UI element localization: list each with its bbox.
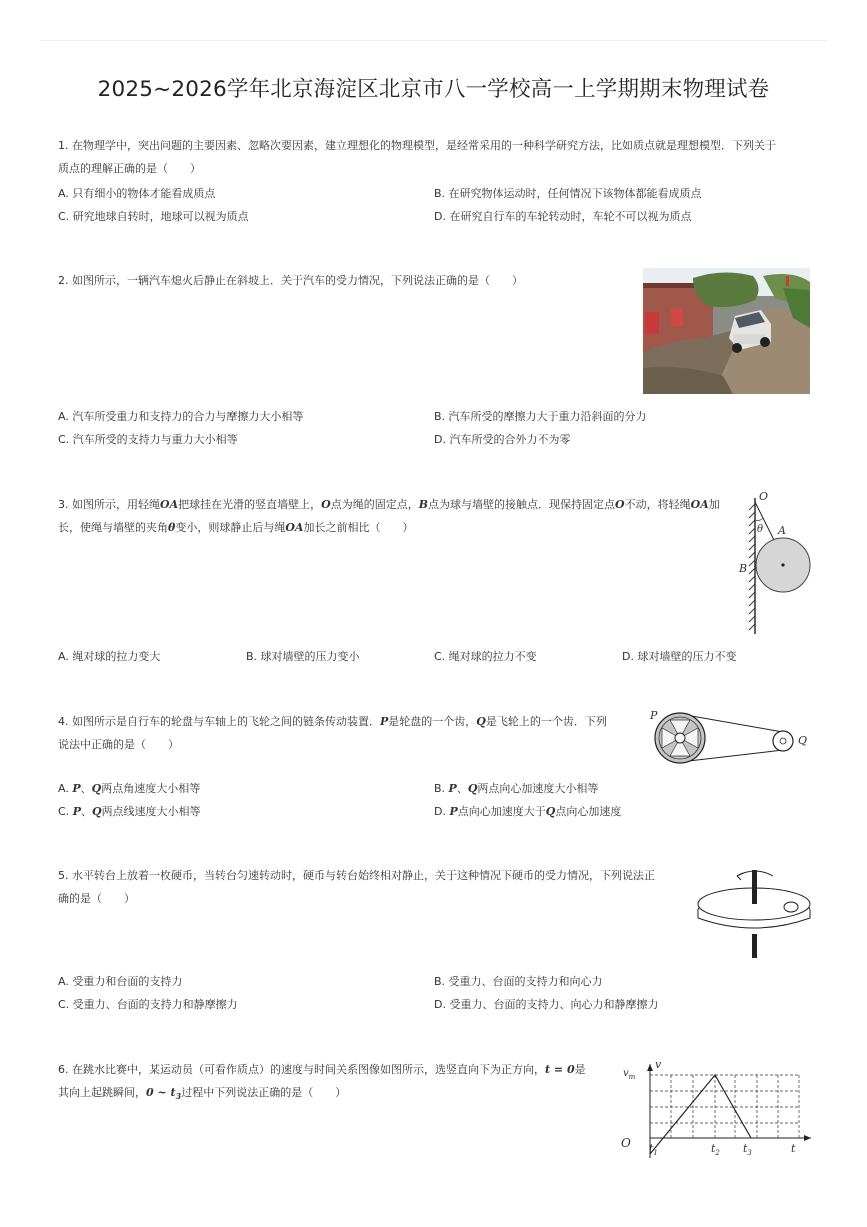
question-4-option-d[interactable]: D. P点向心加速度大于Q点向心加速度 xyxy=(434,805,622,818)
fig-label-p: P xyxy=(650,709,658,722)
fig-label-q: Q xyxy=(798,734,808,747)
question-5-option-c[interactable]: C. 受重力、台面的支持力和静摩擦力 xyxy=(58,998,238,1011)
math-b: B xyxy=(418,498,429,511)
page-title: 2025~2026学年北京海淀区北京市八一学校高一上学期期末物理试卷 xyxy=(97,77,770,102)
question-2-option-d[interactable]: D. 汽车所受的合外力不为零 xyxy=(434,433,571,446)
graph-label-origin: O xyxy=(621,1136,631,1150)
question-4 xyxy=(58,710,638,756)
question-4-line-2: 说法中正确的是（ ） xyxy=(58,738,179,751)
question-1-option-c[interactable]: C. 研究地球自转时，地球可以视为质点 xyxy=(58,210,249,223)
graph-label-t3: $t_3$ xyxy=(743,1142,752,1158)
question-2-option-c[interactable]: C. 汽车所受的支持力与重力大小相等 xyxy=(58,433,238,446)
question-1-line-1: 1. 在物理学中，突出问题的主要因素、忽略次要因素，建立理想化的物理模型，是经常采用的一种科学研究方法，比如质点就是理想模型．下列关于 xyxy=(58,139,776,152)
graph-label-t1: $t_1$ xyxy=(649,1142,658,1158)
graph-label-vm: $v_m$ xyxy=(623,1068,636,1081)
car-shape xyxy=(729,310,771,353)
fig-label-o: O xyxy=(759,490,769,503)
question-4-line-1: 4. 如图所示是自行车的轮盘与车轴上的飞轮之间的链条传动装置．P是轮盘的一个齿，Q是飞轮上的一个齿．下列 xyxy=(58,715,607,728)
question-3-wall-ball-figure xyxy=(735,490,820,636)
graph-label-t2: $t_2$ xyxy=(711,1142,720,1158)
question-5 xyxy=(58,864,688,910)
math-oa: OA xyxy=(285,521,304,534)
question-4-chain-drive-figure xyxy=(648,708,813,768)
question-6-line-2: 其向上起跳瞬间，0 ~ $t_3$过程中下列说法正确的是（ ） xyxy=(58,1086,347,1102)
graph-label-v: v xyxy=(655,1058,662,1071)
question-6 xyxy=(58,1058,618,1108)
question-1-option-a[interactable]: A. 只有细小的物体才能看成质点 xyxy=(58,187,216,200)
ball-on-wall-diagram xyxy=(735,490,820,636)
question-5-turntable-figure xyxy=(693,862,815,962)
question-3-option-b[interactable]: B. 球对墙壁的压力变小 xyxy=(246,650,360,663)
math-o: O xyxy=(615,498,625,511)
fig-label-b: B xyxy=(739,562,748,575)
question-1-option-d[interactable]: D. 在研究自行车的车轮转动时，车轮不可以视为质点 xyxy=(434,210,692,223)
math-p: P xyxy=(380,715,389,728)
question-2-line-1: 2. 如图所示，一辆汽车熄火后静止在斜坡上．关于汽车的受力情况，下列说法正确的是（ ） xyxy=(58,274,523,287)
fig-label-theta: θ xyxy=(757,524,764,535)
math-o: O xyxy=(321,498,331,511)
question-3: 3. 如图所示，用轻绳OA把球挂在光滑的竖直墙壁上，O点为绳的固定点，B点为球与墙壁的接触点．现保持固定点O不动，将轻绳OA加长，使绳与墙壁的夹角θ变小，则球静止后与绳OA加长之前相比（ ） xyxy=(58,498,720,534)
question-5-option-d[interactable]: D. 受重力、台面的支持力、向心力和静摩擦力 xyxy=(434,998,659,1011)
math-oa: OA xyxy=(160,498,179,511)
graph-label-t: t xyxy=(791,1142,796,1155)
fig-label-a: A xyxy=(778,524,786,537)
question-2-option-b[interactable]: B. 汽车所受的摩擦力大于重力沿斜面的分力 xyxy=(434,410,647,423)
car-on-slope-image xyxy=(643,268,810,394)
question-3-option-a[interactable]: A. 绳对球的拉力变大 xyxy=(58,650,161,663)
math-t-equals-zero: t = 0 xyxy=(545,1063,575,1076)
question-4-option-a[interactable]: A. P、Q两点角速度大小相等 xyxy=(58,782,201,795)
question-4-option-c[interactable]: C. P、Q两点线速度大小相等 xyxy=(58,805,201,818)
question-5-option-a[interactable]: A. 受重力和台面的支持力 xyxy=(58,975,183,988)
chain-drive-diagram xyxy=(648,708,813,768)
question-2-option-a[interactable]: A. 汽车所受重力和支持力的合力与摩擦力大小相等 xyxy=(58,410,304,423)
question-1-option-b[interactable]: B. 在研究物体运动时，任何情况下该物体都能看成质点 xyxy=(434,187,702,200)
question-4-option-b[interactable]: B. P、Q两点向心加速度大小相等 xyxy=(434,782,599,795)
question-1-line-2: 质点的理解正确的是（ ） xyxy=(58,162,201,175)
question-6-line-1: 6. 在跳水比赛中，某运动员（可看作质点）的速度与时间关系图像如图所示，选竖直向下为正方向，t = 0是 xyxy=(58,1063,586,1076)
question-6-velocity-time-graph xyxy=(615,1060,815,1160)
math-theta: θ xyxy=(168,521,176,534)
question-5-option-b[interactable]: B. 受重力、台面的支持力和向心力 xyxy=(434,975,603,988)
question-5-line-1: 5. 水平转台上放着一枚硬币，当转台匀速转动时，硬币与转台始终相对静止，关于这种情况下硬币的受力情况，下列说法正 xyxy=(58,869,655,882)
question-3-option-d[interactable]: D. 球对墙壁的压力不变 xyxy=(622,650,737,663)
turntable-diagram xyxy=(693,862,815,962)
math-time-range: 0 ~ t xyxy=(146,1086,176,1099)
question-2 xyxy=(58,269,628,292)
question-2-car-photo xyxy=(643,268,810,394)
question-5-line-2: 确的是（ ） xyxy=(58,892,135,905)
question-3-option-c[interactable]: C. 绳对球的拉力不变 xyxy=(434,650,537,663)
math-oa: OA xyxy=(690,498,709,511)
header-divider xyxy=(40,40,827,41)
question-1 xyxy=(58,134,818,180)
math-q: Q xyxy=(476,715,486,728)
